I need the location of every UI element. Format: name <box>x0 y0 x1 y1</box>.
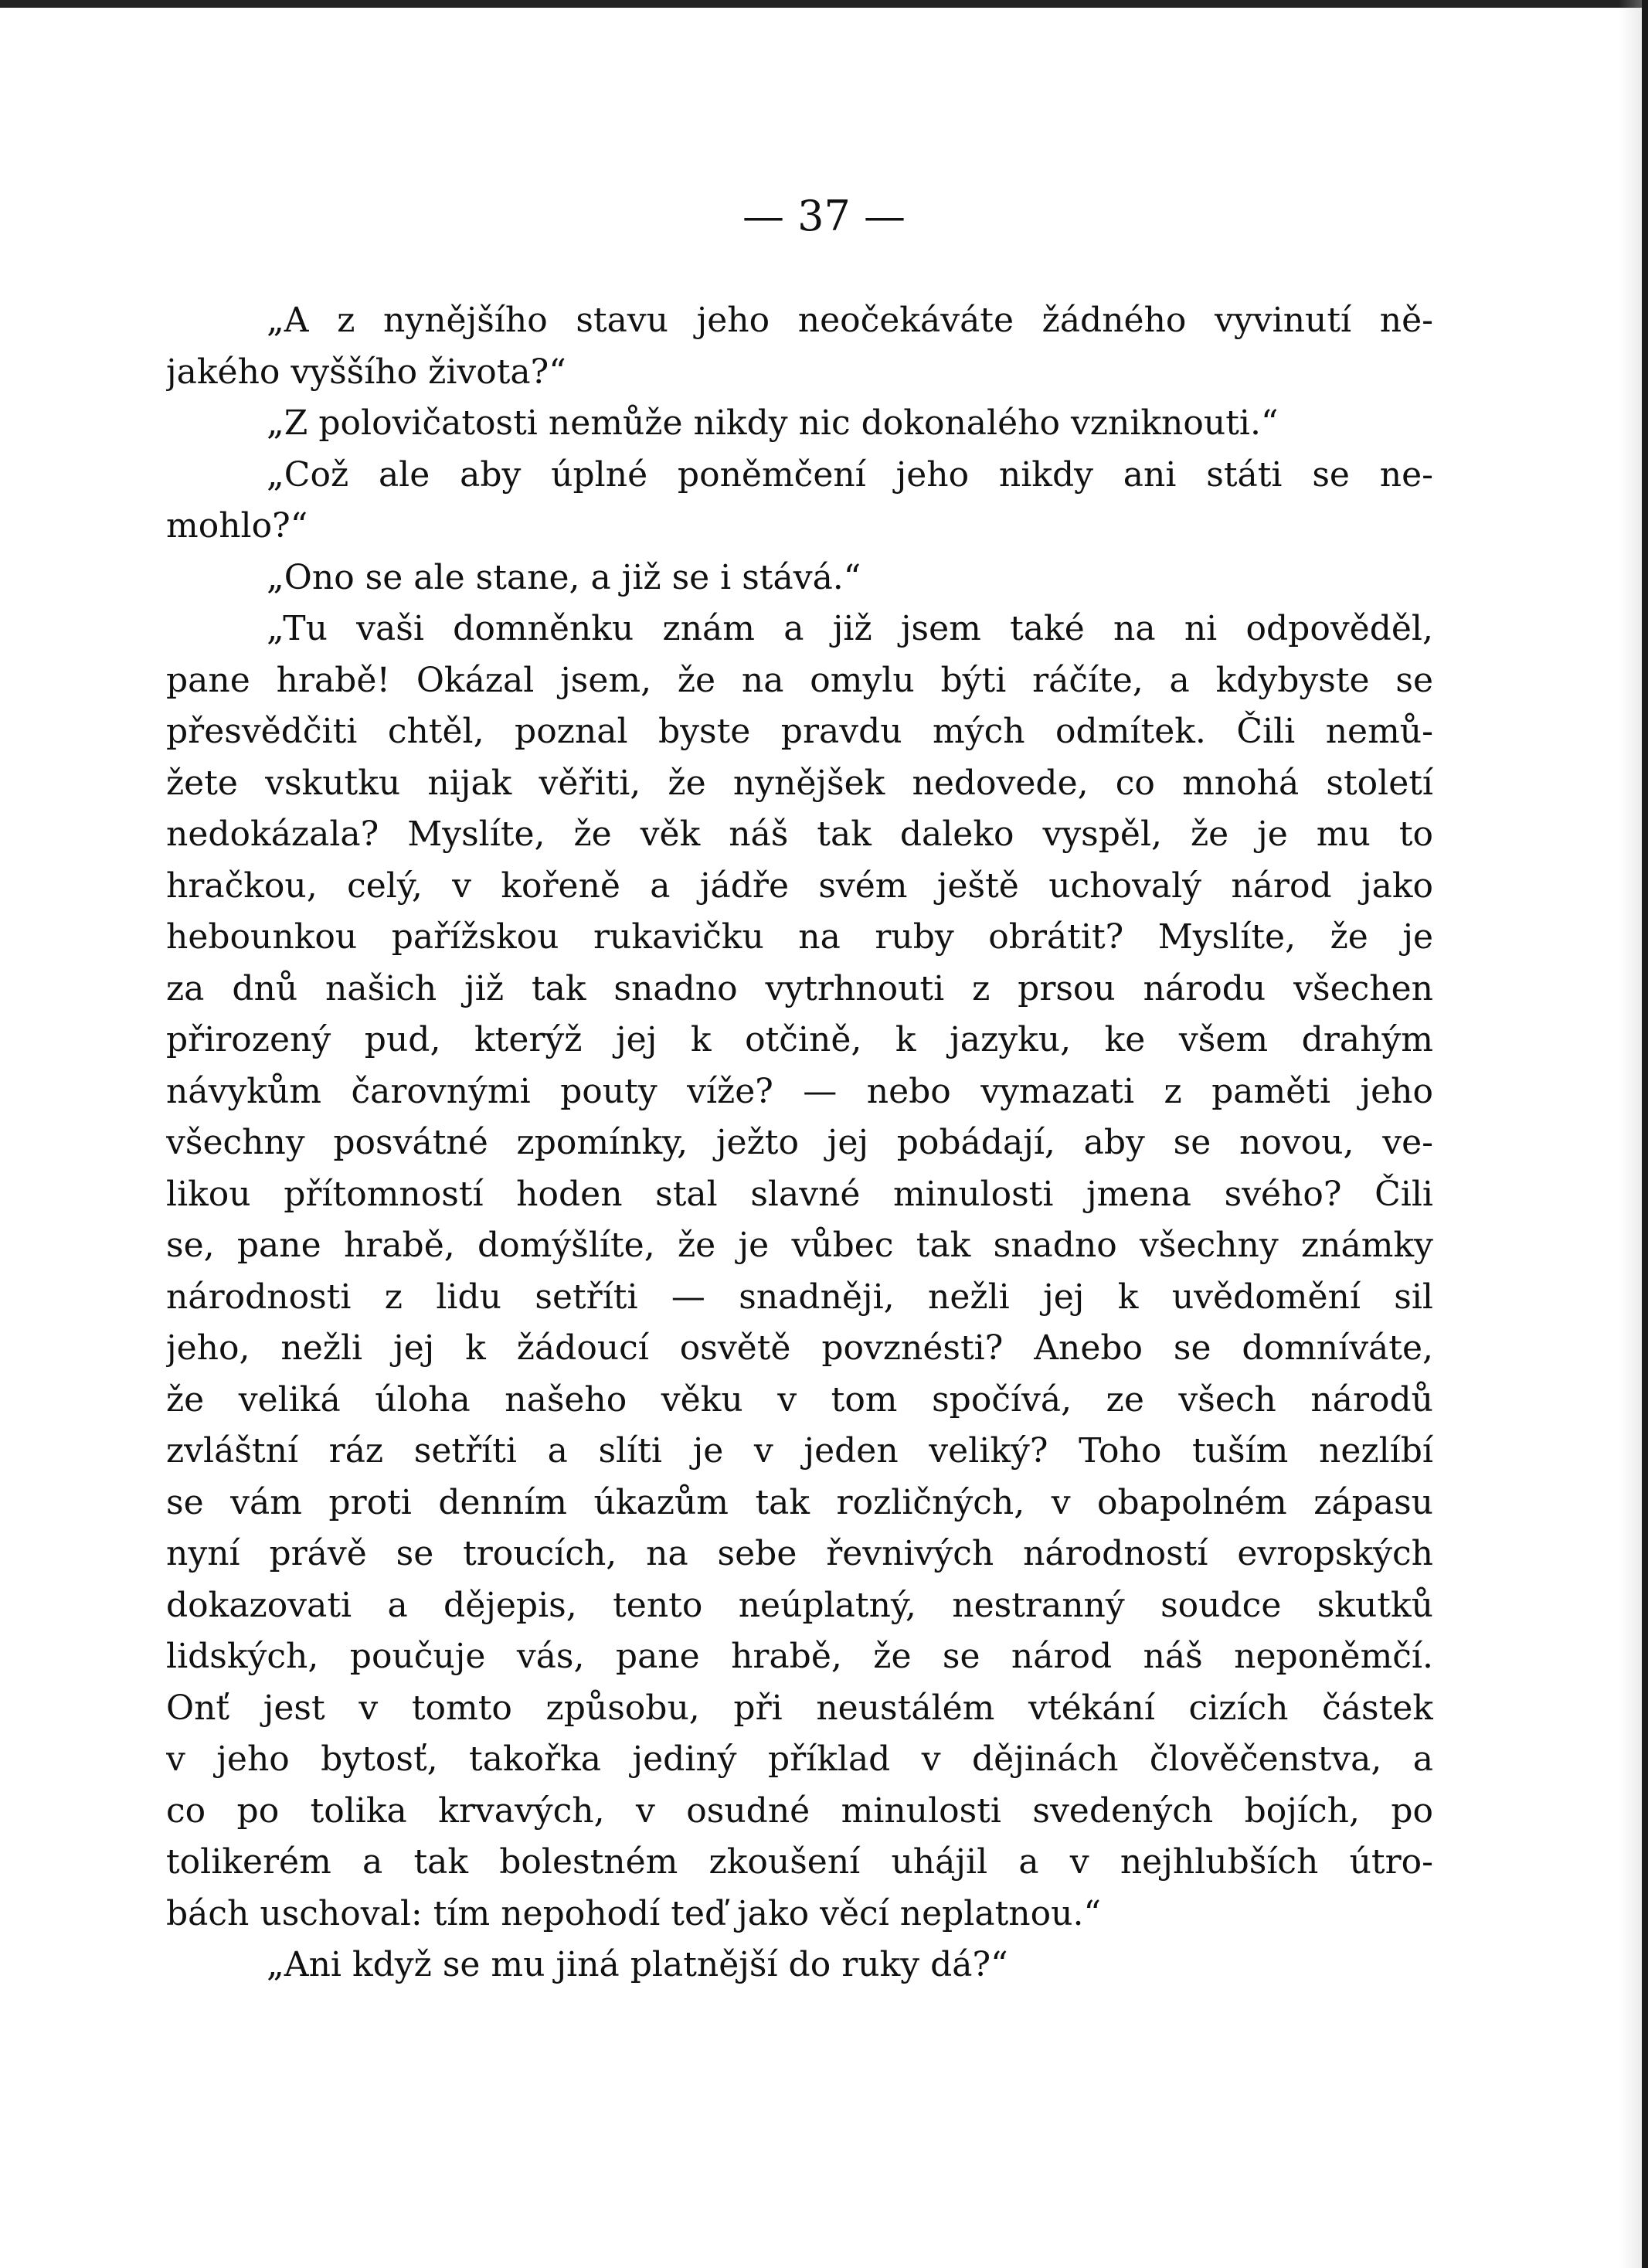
text-line: návykům čarovnými pouty víže? — nebo vymazati z paměti jeho <box>166 1071 1433 1111</box>
text-line: že veliká úloha našeho věku v tom spočívá, ze všech národů <box>166 1379 1433 1420</box>
body-text <box>166 295 1433 1991</box>
text-line: „Tu vaši domněnku znám a již jsem také na ni odpověděl, <box>267 609 1433 648</box>
text-line: přesvědčiti chtěl, poznal byste pravdu mých odmítek. Čili nemů- <box>166 712 1433 751</box>
text-line: hebounkou pařížskou rukavičku na ruby obrátit? Myslíte, že je <box>166 917 1433 957</box>
page-number: — 37 — <box>742 192 906 240</box>
text-line: se vám proti denním úkazům tak rozličných, v obapolném zápasu <box>166 1482 1433 1522</box>
text-line: přirozený pud, kterýž jej k otčině, k jazyku, ke všem drahým <box>166 1020 1433 1059</box>
scan-border-top <box>0 0 1648 8</box>
text-line: zvláštní ráz setříti a slíti je v jeden veliký? Toho tuším nezlíbí <box>166 1431 1433 1471</box>
text-line: co po tolika krvavých, v osudné minulosti svedených bojích, po <box>166 1790 1433 1831</box>
text-line: všechny posvátné zpomínky, ježto jej pobádají, aby se novou, ve- <box>166 1123 1433 1162</box>
text-line: za dnů našich již tak snadno vytrhnouti z prsou národu všechen <box>166 968 1433 1008</box>
text-line: mohlo?“ <box>166 506 308 546</box>
text-line: tolikerém a tak bolestném zkoušení uhájil a v nejhlubších útro- <box>166 1842 1433 1882</box>
scan-shadow-right <box>1619 0 1642 2268</box>
text-line: nedokázala? Myslíte, že věk náš tak daleko vyspěl, že je mu to <box>166 814 1433 854</box>
text-line: lidských, poučuje vás, pane hrabě, že se národ náš neponěmčí. <box>166 1637 1433 1676</box>
text-line: pane hrabě! Okázal jsem, že na omylu býti ráčíte, a kdybyste se <box>166 660 1433 700</box>
text-line: dokazovati a dějepis, tento neúplatný, nestranný soudce skutků <box>166 1585 1433 1625</box>
scan-border-right <box>1642 0 1648 2268</box>
text-line: „Z polovičatosti nemůže nikdy nic dokonalého vzniknouti.“ <box>267 403 1279 443</box>
text-line: jeho, nežli jej k žádoucí osvětě povznésti? Anebo se domníváte, <box>166 1328 1433 1368</box>
text-line: národnosti z lidu setříti — snadněji, nežli jej k uvědomění sil <box>166 1277 1433 1317</box>
text-line: žete vskutku nijak věřiti, že nynějšek nedovede, co mnohá století <box>166 763 1433 803</box>
text-line: hračkou, celý, v kořeně a jádře svém ještě uchovalý národ jako <box>166 865 1433 906</box>
text-line: Onť jest v tomto způsobu, při neustálém vtékání cizích částek <box>166 1688 1433 1728</box>
text-line: „A z nynějšího stavu jeho neočekáváte žádného vyvinutí ně- <box>267 301 1433 340</box>
text-line: v jeho bytosť, takořka jediný příklad v dějinách člověčenstva, a <box>166 1739 1433 1779</box>
text-line: likou přítomností hoden stal slavné minulosti jmena svého? Čili <box>166 1174 1433 1214</box>
text-line: nyní právě se troucích, na sebe řevnivých národností evropských <box>166 1534 1433 1573</box>
text-line: bách uschoval: tím nepohodí teď jako věcí neplatnou.“ <box>166 1893 1101 1933</box>
text-line: „Ono se ale stane, a již se i stává.“ <box>267 557 861 597</box>
text-line: se, pane hrabě, domýšlíte, že je vůbec tak snadno všechny známky <box>166 1226 1433 1265</box>
text-line: „Což ale aby úplné poněmčení jeho nikdy ani státi se ne- <box>267 454 1433 495</box>
text-line: jakého vyššího života?“ <box>166 352 566 392</box>
text-line: „Ani když se mu jiná platnější do ruky dá?“ <box>267 1945 1008 1984</box>
